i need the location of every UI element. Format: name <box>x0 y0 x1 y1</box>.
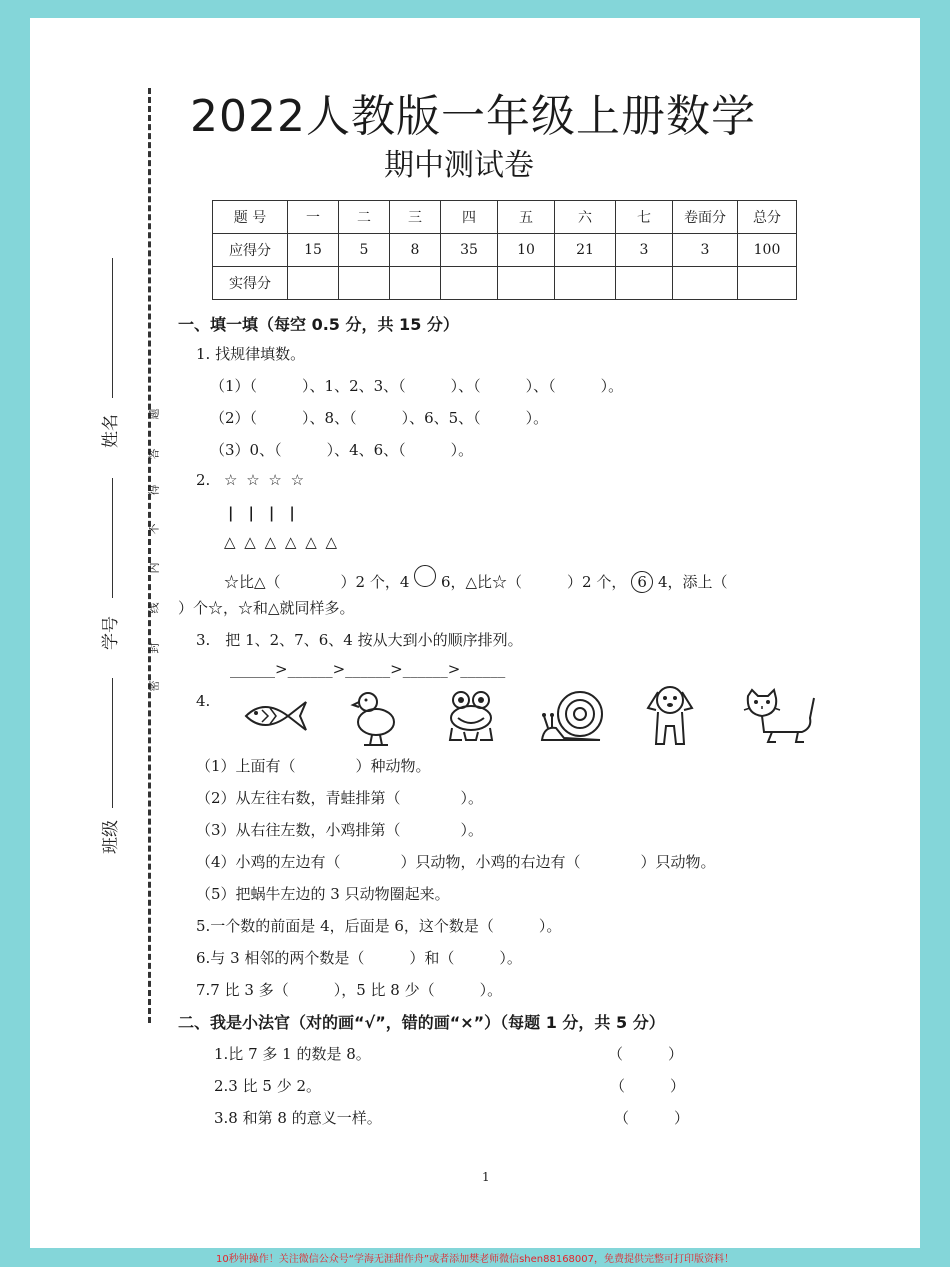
class-label: 班级 <box>101 820 121 854</box>
score-cell[interactable] <box>339 267 390 300</box>
q4-subline: （4）小鸡的左边有（ ）只动物，小鸡的右边有（ ）只动物。 <box>196 853 716 871</box>
table-cell: 3 <box>616 234 673 267</box>
judge-answer[interactable]: （ ） <box>614 1109 690 1127</box>
judge-answer[interactable]: （ ） <box>610 1077 686 1095</box>
q2-line-d: ）个☆，☆和△就同样多。 <box>178 599 355 617</box>
q2-label: 2. <box>196 471 211 489</box>
chick-icon <box>350 688 400 748</box>
q2-text-b: 6，△比☆（ ）2 个， <box>440 573 627 591</box>
score-table <box>212 200 797 300</box>
q1-line: （3）0、（ ）、4、6、（ ）。 <box>210 441 474 459</box>
footer-notice: 10秒钟操作！关注微信公众号“学海无涯甜作舟”或者添加樊老师微信shen88168007，免费提供完整可打印版资料！ <box>215 1254 735 1265</box>
q1-line: （1）（ ）、1、2、3、（ ）、（ ）、（ ）。 <box>210 377 624 395</box>
table-cell: 3 <box>673 234 738 267</box>
score-cell[interactable] <box>498 267 555 300</box>
fish-icon <box>242 694 312 738</box>
q2-triangles: △ △ △ △ △ △ <box>224 533 340 551</box>
score-cell[interactable] <box>738 267 797 300</box>
q3-title: 3. 把 1、2、7、6、4 按从大到小的顺序排列。 <box>196 631 523 649</box>
table-cell: 三 <box>390 201 441 234</box>
cat-icon <box>742 688 822 746</box>
table-cell: 21 <box>555 234 616 267</box>
table-row <box>213 201 797 234</box>
table-cell: 100 <box>738 234 797 267</box>
table-cell: 题 号 <box>213 201 288 234</box>
table-cell: 总分 <box>738 201 797 234</box>
q1-title: 1. 找规律填数。 <box>196 345 306 363</box>
id-label: 学号 <box>101 616 121 650</box>
q4-subline: （5）把蜗牛左边的 3 只动物圈起来。 <box>196 885 450 903</box>
table-cell: 五 <box>498 201 555 234</box>
table-cell: 卷面分 <box>673 201 738 234</box>
score-cell[interactable] <box>555 267 616 300</box>
table-cell: 35 <box>441 234 498 267</box>
page-subtitle: 期中测试卷 <box>384 148 534 183</box>
table-cell: 二 <box>339 201 390 234</box>
q5: 5.一个数的前面是 4，后面是 6，这个数是（ ）。 <box>196 917 562 935</box>
seal-char: 不 <box>147 523 161 535</box>
table-cell: 15 <box>288 234 339 267</box>
table-cell: 应得分 <box>213 234 288 267</box>
table-cell: 8 <box>390 234 441 267</box>
q2-stars: ☆ ☆ ☆ ☆ <box>224 471 307 489</box>
section2-heading: 二、我是小法官（对的画“√”，错的画“×”）（每题 1 分，共 5 分） <box>178 1013 665 1032</box>
binding-dashed-line <box>148 88 151 1023</box>
score-cell[interactable] <box>673 267 738 300</box>
table-row <box>213 234 797 267</box>
q2-text-a: ☆比△（ ）2 个，4 <box>224 573 410 591</box>
q4-label: 4. <box>196 692 211 710</box>
id-write-line <box>112 478 113 598</box>
page-title: 2022人教版一年级上册数学 <box>190 91 756 142</box>
q2-text-c: 4，添上（ <box>657 573 728 591</box>
table-cell: 四 <box>441 201 498 234</box>
table-cell: 七 <box>616 201 673 234</box>
table-cell: 5 <box>339 234 390 267</box>
q1-line: （2）（ ）、8、（ ）、6、5、（ ）。 <box>210 409 549 427</box>
judge-item: 1.比 7 多 1 的数是 8。 <box>214 1045 371 1063</box>
score-cell[interactable] <box>390 267 441 300</box>
q4-subline: （3）从右往左数，小鸡排第（ ）。 <box>196 821 484 839</box>
seal-char: 答 <box>147 448 161 460</box>
q4-subline: （1）上面有（ ）种动物。 <box>196 757 431 775</box>
q3-blanks: ______>______>______>______>______ <box>230 660 506 678</box>
section1-heading: 一、填一填（每空 0.5 分，共 15 分） <box>178 315 459 334</box>
frog-icon <box>444 688 500 744</box>
seal-char: 得 <box>147 484 161 496</box>
q2-compare-line <box>224 565 727 593</box>
seal-char: 题 <box>147 408 161 420</box>
table-cell: 实得分 <box>213 267 288 300</box>
q2-circle <box>414 565 436 587</box>
score-cell[interactable] <box>441 267 498 300</box>
name-label: 姓名 <box>101 414 121 448</box>
class-write-line <box>112 678 113 808</box>
page-number: 1 <box>482 1170 490 1184</box>
table-row <box>213 267 797 300</box>
table-cell: 一 <box>288 201 339 234</box>
score-cell[interactable] <box>288 267 339 300</box>
q4-subline: （2）从左往右数，青蛙排第（ ）。 <box>196 789 484 807</box>
exam-page <box>30 18 920 1248</box>
q7: 7.7 比 3 多（ ），5 比 8 少（ ）。 <box>196 981 503 999</box>
score-cell[interactable] <box>616 267 673 300</box>
q2-circle: 6 <box>631 571 653 593</box>
seal-char: 内 <box>147 562 161 574</box>
seal-char: 封 <box>147 642 161 654</box>
table-cell: 六 <box>555 201 616 234</box>
table-cell: 10 <box>498 234 555 267</box>
judge-answer[interactable]: （ ） <box>608 1045 684 1063</box>
q6: 6.与 3 相邻的两个数是（ ）和（ ）。 <box>196 949 522 967</box>
q2-bars: | | | | <box>228 504 295 522</box>
seal-char: 密 <box>147 680 161 692</box>
dog-icon <box>642 682 698 748</box>
judge-item: 3.8 和第 8 的意义一样。 <box>214 1109 382 1127</box>
judge-item: 2.3 比 5 少 2。 <box>214 1077 322 1095</box>
name-write-line <box>112 258 113 398</box>
seal-char: 线 <box>147 602 161 614</box>
snail-icon <box>538 686 604 746</box>
